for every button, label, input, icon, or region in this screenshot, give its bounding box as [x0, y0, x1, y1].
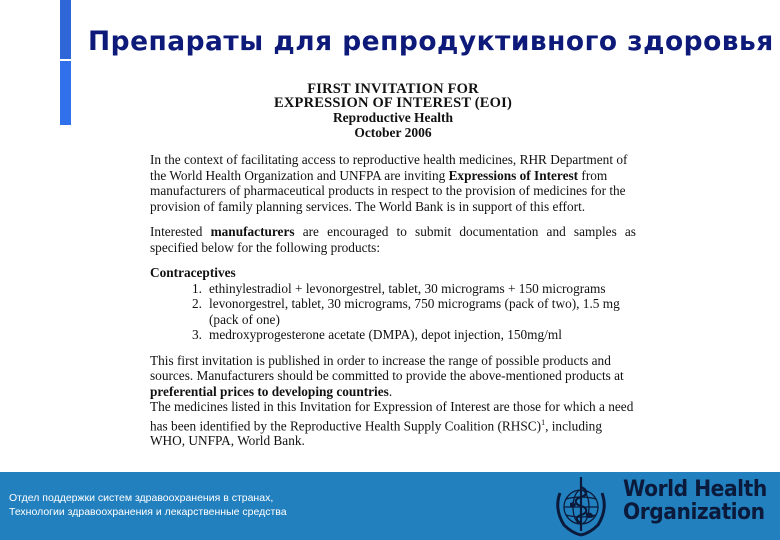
heading-line-3: Reproductive Health [332, 110, 454, 125]
contraceptives-heading [150, 265, 636, 281]
heading-line-1: FIRST INVITATION FOR [307, 81, 479, 97]
list-item [150, 296, 636, 327]
text: The medicines listed in this Invitation for Expression of Interest are those for which a need has been identified by the Reproductive Health Supply Coalition (RHSC) [150, 399, 634, 433]
list-number: 2. [192, 296, 202, 311]
list-number: 3. [192, 327, 202, 342]
text: This first invitation is published in order to increase the range of possible products and sources. Manufacturers should be committed to provide the above-mentioned products at [150, 352, 624, 383]
text: from manufacturers of pharmaceutical products in respect to the provision of medicines for the provision of family planning services. The World Bank is in support of this effort. [150, 167, 626, 214]
list-text: levonorgestrel, tablet, 30 micrograms, 750 micrograms (pack of two), 1.5 mg (pack of one) [209, 296, 620, 327]
document-scan [150, 82, 636, 449]
heading-line-4: October 2006 [354, 125, 432, 140]
bold-text: manufacturers [210, 224, 295, 239]
document-heading [150, 82, 636, 140]
slide-title: Препараты для репродуктивного здоровья [88, 26, 774, 57]
who-logo-text [623, 478, 767, 524]
bold-text: Expressions of Interest [448, 167, 579, 183]
who-emblem-icon [548, 473, 614, 539]
list-text: ethinylestradiol + levonorgestrel, tablet, 30 micrograms + 150 micrograms [209, 280, 606, 296]
who-logo-line-1: World Health [623, 477, 767, 502]
text: are encouraged to submit documentation and samples as specified below for the following products: [150, 224, 636, 255]
paragraph-context [150, 152, 636, 214]
bold-text: preferential prices to developing countries [150, 383, 389, 399]
list-text: medroxyprogesterone acetate (DMPA), depot injection, 150mg/ml [209, 327, 562, 342]
text: Interested [150, 224, 211, 239]
text: . [388, 383, 393, 399]
who-logo-line-2: Organization [623, 500, 765, 525]
footer-line-1: Отдел поддержки систем здравоохранения в странах, [9, 492, 274, 504]
text: In the context of facilitating access to reproductive health medicines, RHR Department of the World Health Organization and UNFPA are inviting [150, 152, 628, 183]
contraceptives-list [150, 281, 636, 343]
paragraph-invitation [150, 353, 636, 400]
footnote-marker: 1 [541, 417, 546, 427]
paragraph-manufacturers [150, 224, 636, 255]
text: , including WHO, UNFPA, World Bank. [150, 417, 602, 449]
accent-bar-top [60, 0, 71, 59]
list-item [150, 327, 636, 343]
list-number: 1. [192, 280, 202, 296]
paragraph-medicines [150, 399, 636, 449]
bold-text: Contraceptives [150, 265, 236, 280]
list-item [150, 281, 636, 297]
footer-department-text [9, 491, 287, 519]
accent-bar-bottom [60, 61, 71, 125]
footer-line-2: Технологии здравоохранения и лекарственные средства [9, 506, 287, 518]
heading-line-2: EXPRESSION OF INTEREST (EOI) [273, 95, 513, 111]
